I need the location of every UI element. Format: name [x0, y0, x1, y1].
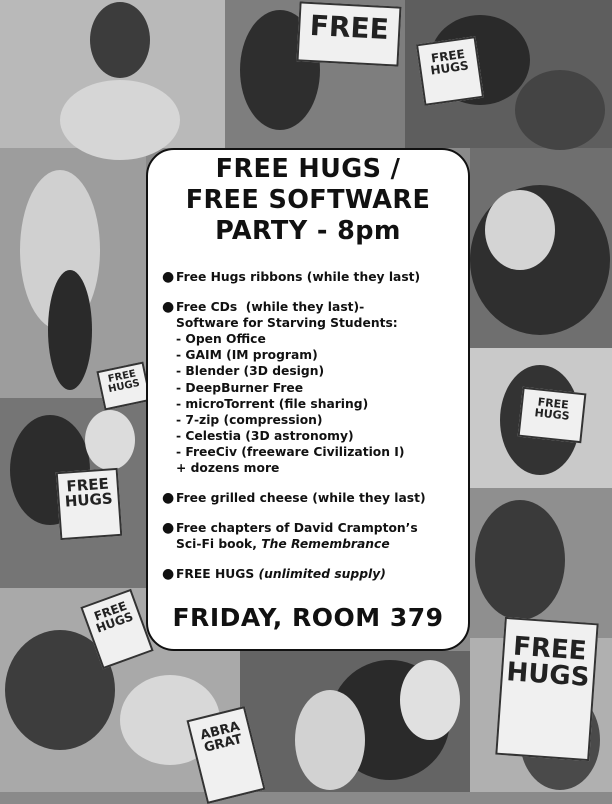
protest-sign: FREE HUGS — [96, 361, 151, 410]
protest-sign: FREE HUGS — [56, 468, 123, 540]
flyer-card — [146, 148, 470, 651]
title-line: FREE SOFTWARE — [185, 185, 431, 215]
item-text: Free chapters of David Crampton’s — [176, 521, 418, 536]
bullet-icon: ● — [162, 299, 175, 316]
software-item: - FreeCiv (freeware Civilization I) — [176, 444, 405, 459]
bullet-icon: ● — [162, 269, 175, 285]
item-text: Free grilled cheese (while they last) — [176, 491, 426, 506]
software-item: - Celestia (3D astronomy) — [176, 428, 354, 443]
protest-sign: FREE HUGS — [518, 387, 587, 443]
bullet-icon: ● — [162, 490, 175, 507]
item-emphasis: (unlimited supply) — [258, 567, 386, 582]
item-text-prefix: FREE HUGS — [176, 567, 259, 582]
software-item: - GAIM (IM program) — [176, 348, 318, 363]
bullet-icon: ● — [162, 566, 175, 583]
item-text — [176, 536, 464, 552]
item-text: Free CDs (while they last)- — [176, 300, 365, 315]
bullet-icon: ● — [162, 520, 175, 537]
item-text: Free Hugs ribbons (while they last) — [176, 270, 421, 284]
software-item: - DeepBurner Free — [176, 380, 304, 395]
list-item — [160, 269, 464, 285]
software-item: - 7-zip (compression) — [176, 412, 323, 427]
list-item — [160, 520, 464, 552]
item-text-prefix: Sci-Fi book, — [176, 537, 262, 552]
item-text — [176, 567, 386, 581]
protest-sign: FREE HUGS — [80, 589, 153, 669]
list-item — [160, 490, 464, 506]
flyer-title — [148, 154, 468, 247]
book-title: The Remembrance — [261, 537, 390, 552]
software-item: - Blender (3D design) — [176, 364, 325, 379]
software-list — [176, 331, 464, 476]
protest-sign: FREE — [296, 1, 401, 66]
event-location: FRIDAY, ROOM 379 — [172, 603, 444, 632]
item-text: Software for Starving Students: — [176, 316, 398, 331]
protest-sign: ABRA GRAT — [186, 706, 265, 804]
list-item — [160, 299, 464, 476]
title-line: FREE HUGS / — [215, 154, 401, 184]
list-item — [160, 566, 464, 582]
title-line: PARTY - 8pm — [215, 216, 401, 246]
software-item: + dozens more — [176, 461, 280, 476]
protest-sign: FREE HUGS — [495, 617, 598, 761]
protest-sign: FREE HUGS — [416, 36, 484, 106]
flyer-item-list — [160, 269, 464, 583]
software-item: - Open Office — [176, 332, 266, 347]
software-item: - microTorrent (file sharing) — [176, 396, 369, 411]
